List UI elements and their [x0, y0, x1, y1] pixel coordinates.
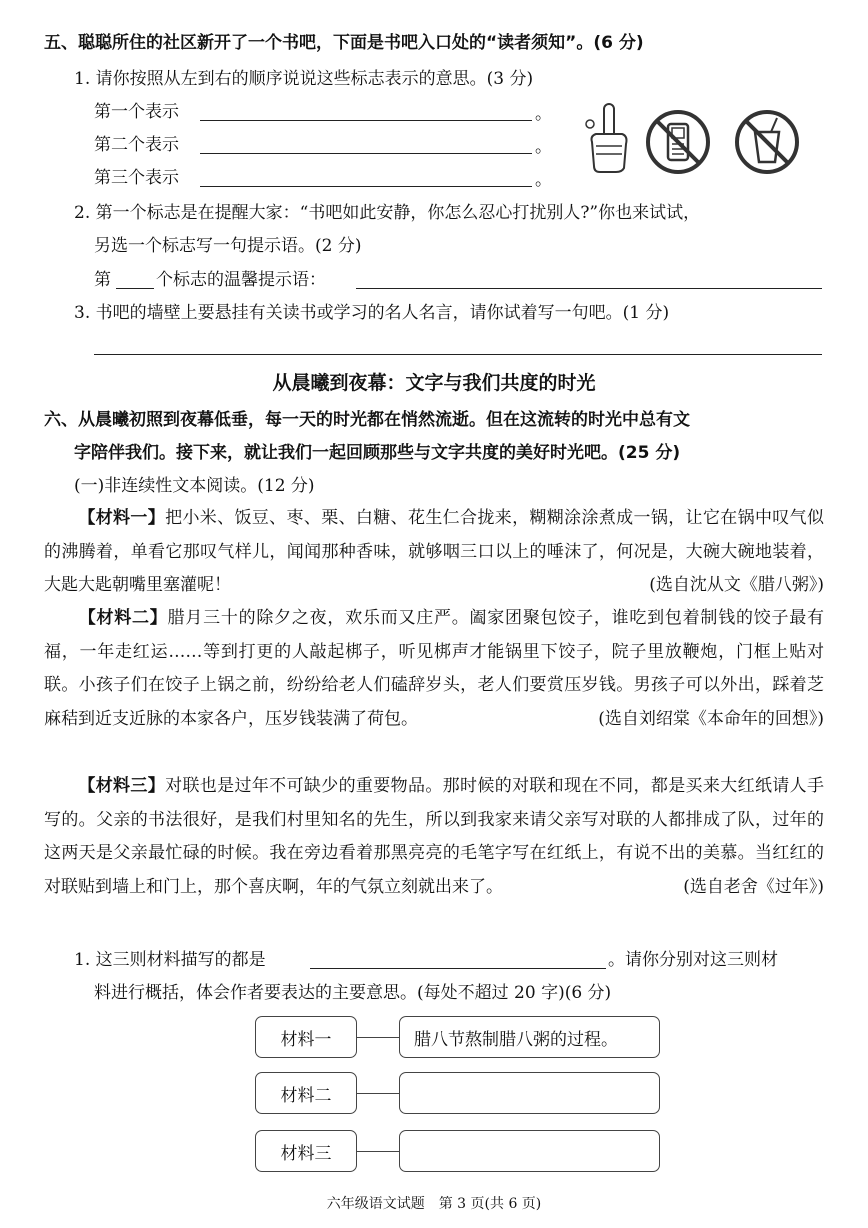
no-phone-icon — [644, 108, 712, 176]
q5-sub2-line1: 2. 第一个标志是在提醒大家：“书吧如此安静，你怎么忍心打扰别人?”你也来试试， — [74, 203, 701, 223]
map-connector-1 — [357, 1037, 399, 1038]
material-1 — [44, 502, 824, 603]
q6-title-line2: 字陪伴我们。接下来，就让我们一起回顾那些与文字共度的美好时光吧。(25 分) — [74, 443, 681, 463]
q6-q1-post: 。请你分别对这三则材 — [608, 950, 778, 970]
material-1-text: 把小米、饭豆、枣、栗、白糖、花生仁合拢来，糊糊涂涂煮成一锅，让它在锅中叹气似的沸腾着，单看它那叹气样儿，闻闻那种香味，就够咽三口以上的唾沫了，何况是，大碗大碗地装着，大匙大匙朝嘴里塞灌呢！ — [44, 508, 824, 595]
map-connector-2 — [357, 1093, 399, 1094]
map-connector-3 — [357, 1151, 399, 1152]
page-footer: 六年级语文试题 第 3 页(共 6 页) — [326, 1196, 542, 1212]
q5-row2-end: 。 — [535, 137, 552, 157]
q5-row1-label: 第一个表示 — [94, 102, 179, 122]
q5-row3-blank[interactable] — [200, 186, 532, 187]
section-title: 从晨曦到夜幕：文字与我们共度的时光 — [272, 372, 596, 394]
material-1-source: (选自沈从文《腊八粥》) — [649, 575, 824, 595]
material-3-tag: 【材料三】 — [78, 776, 166, 796]
map-label-1: 材料一 — [255, 1016, 357, 1058]
q5-row1-end: 。 — [535, 104, 552, 124]
q6-q1-pre: 1. 这三则材料描写的都是 — [74, 950, 266, 970]
material-2 — [44, 602, 824, 736]
map-answer-2[interactable] — [399, 1072, 660, 1114]
q6-title-line1: 六、从晨曦初照到夜幕低垂，每一天的时光都在悄然流逝。但在这流转的时光中总有文 — [44, 410, 690, 430]
map-label-2: 材料二 — [255, 1072, 357, 1114]
map-answer-1[interactable]: 腊八节熬制腊八粥的过程。 — [399, 1016, 660, 1058]
q5-sub2-answer-blank[interactable] — [356, 288, 822, 289]
no-drinks-icon — [733, 108, 801, 176]
q5-sub2-fill-mid: 个标志的温馨提示语： — [156, 270, 326, 290]
q5-row1-blank[interactable] — [200, 120, 532, 121]
q5-title: 五、聪聪所住的社区新开了一个书吧，下面是书吧入口处的“读者须知”。(6 分) — [44, 33, 644, 53]
q5-sub2-number-blank[interactable] — [116, 288, 154, 289]
material-1-tag: 【材料一】 — [78, 508, 166, 528]
q5-sub1: 1. 请你按照从左到右的顺序说说这些标志表示的意思。(3 分) — [74, 69, 534, 89]
q6-q1-line2: 料进行概括，体会作者要表达的主要意思。(每处不超过 20 字)(6 分) — [94, 983, 612, 1003]
q6-part1: (一)非连续性文本阅读。(12 分) — [74, 476, 315, 496]
q6-q1-blank[interactable] — [310, 968, 606, 969]
map-answer-3[interactable] — [399, 1130, 660, 1172]
material-2-text: 腊月三十的除夕之夜，欢乐而又庄严。阖家团聚包饺子，谁吃到包着制钱的饺子最有福，一年走红运……等到打更的人敲起梆子，听见梆声才能锅里下饺子，院子里放鞭炮，门框上贴对联。小孩子们在饺子上锅之前，纷纷给老人们磕辞岁头，老人们要赏压岁钱。男孩子可以外出，踩着芝麻秸到近支近脉的本家各户，压岁钱装满了荷包。 — [44, 608, 825, 729]
material-2-tag: 【材料二】 — [78, 608, 168, 628]
q5-row3-label: 第三个表示 — [94, 168, 179, 188]
q5-sub3: 3. 书吧的墙壁上要悬挂有关读书或学习的名人名言，请你试着写一句吧。(1 分) — [74, 303, 670, 323]
quiet-finger-icon — [582, 102, 634, 174]
q5-sub2-fill-pre: 第 — [94, 270, 111, 290]
q5-sub3-answer-blank[interactable] — [94, 354, 822, 355]
material-3 — [44, 770, 824, 904]
material-3-text: 对联也是过年不可缺少的重要物品。那时候的对联和现在不同，都是买来大红纸请人手写的。父亲的书法很好，是我们村里知名的先生，所以到我家来请父亲写对联的人都排成了队，过年的这两天是父亲最忙碌的时候。我在旁边看着那黑亮亮的毛笔字写在红纸上，有说不出的美慕。当红红的对联贴到墙上和门上，那个喜庆啊，年的气氛立刻就出来了。 — [44, 776, 824, 897]
map-label-3: 材料三 — [255, 1130, 357, 1172]
material-3-source: (选自老舍《过年》) — [683, 876, 824, 897]
q5-sub2-line2: 另选一个标志写一句提示语。(2 分) — [94, 236, 362, 256]
q5-row2-blank[interactable] — [200, 153, 532, 154]
q5-row2-label: 第二个表示 — [94, 135, 179, 155]
material-2-source: (选自刘绍棠《本命年的回想》) — [598, 708, 824, 729]
q5-row3-end: 。 — [535, 170, 552, 190]
